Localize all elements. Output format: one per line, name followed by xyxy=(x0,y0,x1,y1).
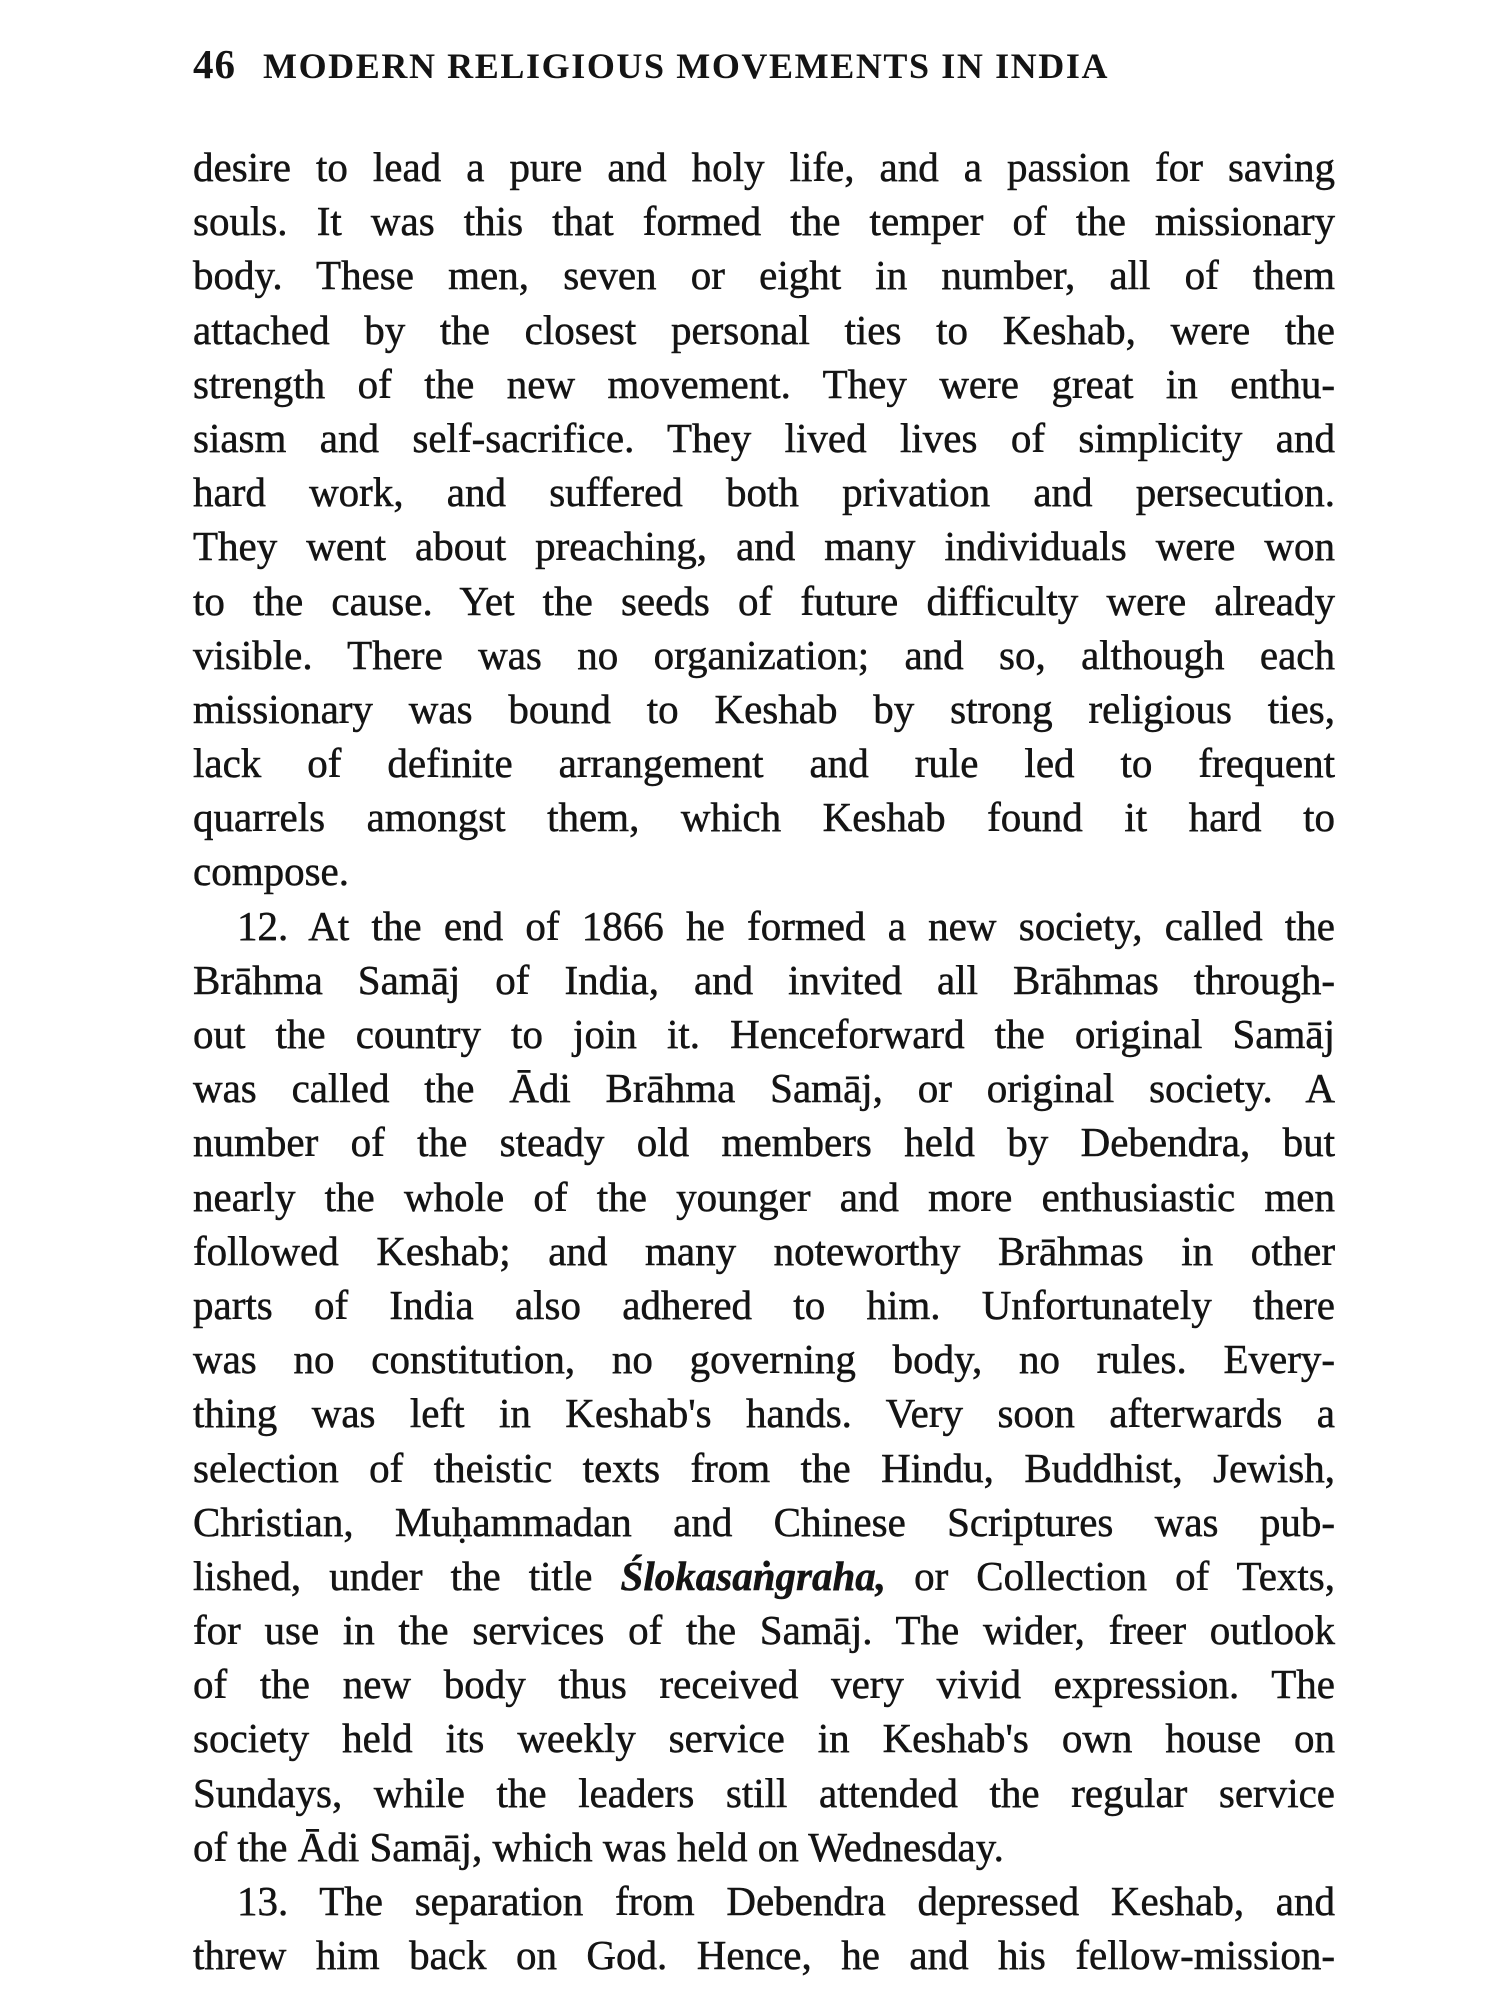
text-line: society held its weekly service in Keshab's own house on xyxy=(193,1715,1335,1762)
text-line: siasm and self-sacrifice. They lived lives of simplicity and xyxy=(193,414,1335,461)
text-line: number of the steady old members held by Debendra, but xyxy=(193,1119,1335,1166)
book-page xyxy=(193,40,1335,1982)
text-fragment: lished, under the title xyxy=(193,1552,593,1599)
text-line: Christian, Muḥammadan and Chinese Scriptures was pub- xyxy=(193,1498,1335,1545)
body-text xyxy=(193,140,1335,1982)
text-line: of the Ādi Samāj, which was held on Wednesday. xyxy=(193,1823,1004,1870)
text-line: nearly the whole of the younger and more enthusiastic men xyxy=(193,1173,1335,1220)
page-number: 46 xyxy=(193,41,236,87)
paragraph-13-start: 13. The separation from Debendra depressed Keshab, and xyxy=(237,1878,1335,1924)
text-line: thing was left in Keshab's hands. Very soon afterwards a xyxy=(193,1390,1335,1437)
paragraph-12-start: 12. At the end of 1866 he formed a new society, called the xyxy=(237,902,1335,949)
text-line: quarrels amongst them, which Keshab found it hard to xyxy=(193,794,1335,841)
text-line: souls. It was this that formed the temper of the missionary xyxy=(193,198,1335,245)
text-line: was no constitution, no governing body, no rules. Every- xyxy=(193,1336,1335,1383)
text-line: compose. xyxy=(193,848,349,895)
text-line: out the country to join it. Henceforward the original Samāj xyxy=(193,1011,1335,1057)
text-line: was called the Ādi Brāhma Samāj, or original society. A xyxy=(193,1065,1335,1112)
text-line-with-title xyxy=(193,1549,1335,1603)
text-line: to the cause. Yet the seeds of future difficulty were already xyxy=(193,577,1335,624)
text-line: Brāhma Samāj of India, and invited all Brāhmas through- xyxy=(193,956,1335,1003)
text-line: missionary was bound to Keshab by strong religious ties, xyxy=(193,685,1335,732)
text-line: for use in the services of the Samāj. The wider, freer outlook xyxy=(193,1607,1335,1654)
text-line: desire to lead a pure and holy life, and a passion for saving xyxy=(193,144,1335,190)
text-line: attached by the closest personal ties to Keshab, were the xyxy=(193,306,1335,353)
text-fragment: or Collection of Texts, xyxy=(914,1552,1336,1599)
book-title-italic: Ślokasaṅgraha, xyxy=(620,1552,887,1599)
text-line: body. These men, seven or eight in number, all of them xyxy=(193,252,1335,299)
running-title: MODERN RELIGIOUS MOVEMENTS IN INDIA xyxy=(263,46,1110,86)
running-head xyxy=(193,40,1335,110)
text-line: hard work, and suffered both privation and persecution. xyxy=(193,469,1335,516)
text-line: followed Keshab; and many noteworthy Brāhmas in other xyxy=(193,1227,1335,1274)
text-line: Sundays, while the leaders still attended the regular service xyxy=(193,1769,1335,1816)
text-line: lack of definite arrangement and rule led to frequent xyxy=(193,740,1335,787)
text-line: strength of the new movement. They were great in enthu- xyxy=(193,360,1335,407)
text-line: threw him back on God. Hence, he and his fellow-mission- xyxy=(193,1932,1335,1979)
text-line: of the new body thus received very vivid expression. The xyxy=(193,1661,1335,1708)
text-line: selection of theistic texts from the Hindu, Buddhist, Jewish, xyxy=(193,1444,1335,1491)
text-line: parts of India also adhered to him. Unfortunately there xyxy=(193,1281,1335,1328)
text-line: visible. There was no organization; and so, although each xyxy=(193,631,1335,678)
text-line: They went about preaching, and many individuals were won xyxy=(193,523,1335,570)
